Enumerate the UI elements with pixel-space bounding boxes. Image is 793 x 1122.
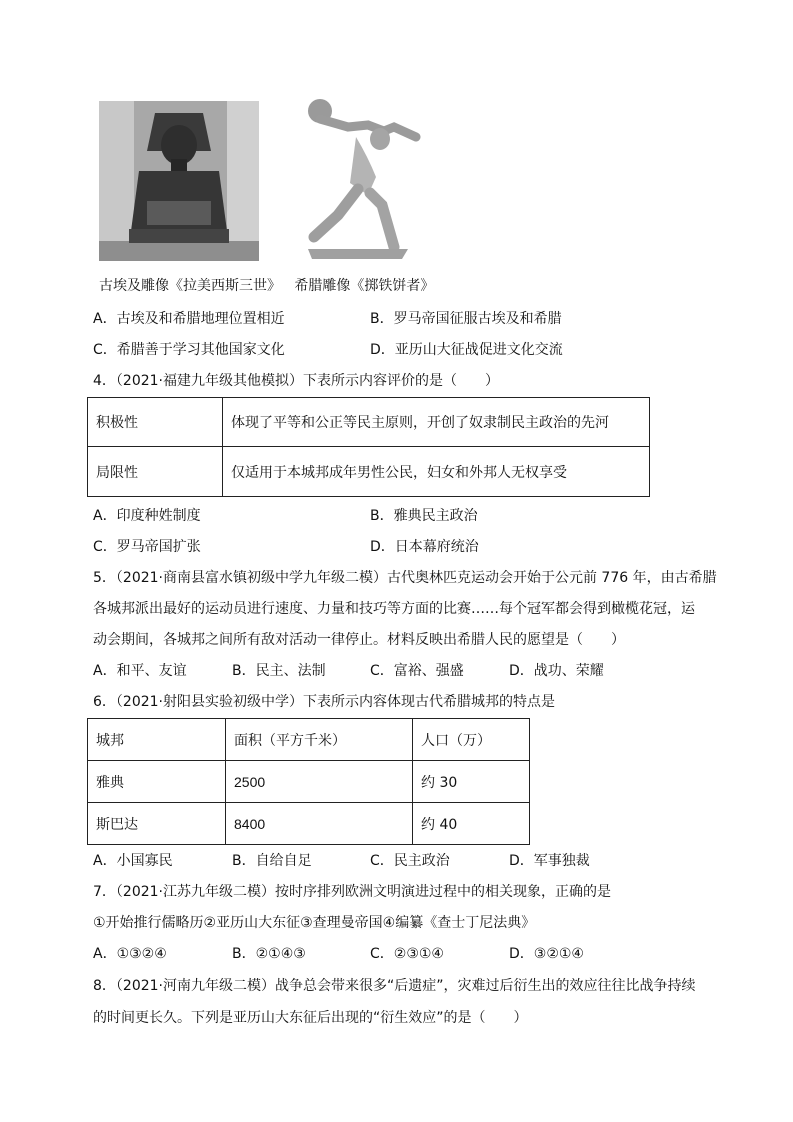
q5-option-c: C．富裕、强盛	[370, 663, 464, 679]
q6-cell-population: 约 30	[413, 761, 530, 803]
q3-option-a: A．古埃及和希腊地理位置相近	[93, 311, 285, 327]
q7-items: ①开始推行儒略历②亚历山大东征③查理曼帝国④编纂《查士丁尼法典》	[93, 915, 536, 931]
q8-line-2: 的时间更长久。下列是亚历山大东征后出现的“衍生效应”的是（ ）	[93, 1010, 528, 1026]
q5-line-1: 5．（2021·商南县富水镇初级中学九年级二模）古代奥林匹克运动会开始于公元前 776 年，由古希腊	[93, 570, 717, 586]
q6-option-b: B．自给自足	[232, 853, 312, 869]
q6-stem: 6．（2021·射阳县实验初级中学）下表所示内容体现古代希腊城邦的特点是	[93, 694, 555, 710]
q4-row1-value: 体现了平等和公正等民主原则，开创了奴隶制民主政治的先河	[223, 398, 650, 447]
q6-cell-area: 2500	[226, 761, 413, 803]
q7-stem: 7．（2021·江苏九年级二模）按时序排列欧洲文明演进过程中的相关现象，正确的是	[93, 884, 611, 900]
q4-table	[87, 397, 650, 497]
q4-row2-key: 局限性	[88, 447, 223, 497]
q8-line-1: 8．（2021·河南九年级二模）战争总会带来很多“后遗症”，灾难过后衍生出的效应往往比战争持续	[93, 978, 696, 994]
q5-line-3: 动会期间，各城邦之间所有敌对活动一律停止。材料反映出希腊人民的愿望是（ ）	[93, 632, 625, 648]
q4-stem: 4．（2021·福建九年级其他模拟）下表所示内容评价的是（ ）	[93, 373, 499, 389]
q6-header-area: 面积（平方千米）	[226, 719, 413, 761]
q6-cell-population: 约 40	[413, 803, 530, 845]
q6-option-c: C．民主政治	[370, 853, 450, 869]
q3-option-c: C．希腊善于学习其他国家文化	[93, 342, 285, 358]
figure-caption: 古埃及雕像《拉美西斯三世》 希腊雕像《掷铁饼者》	[99, 278, 435, 294]
discobolus-statue-image	[298, 97, 428, 262]
q7-option-d: D．③②①④	[509, 946, 584, 962]
q6-table	[87, 718, 530, 845]
q6-cell-city: 雅典	[88, 761, 226, 803]
q4-option-b: B．雅典民主政治	[370, 508, 478, 524]
q4-option-a: A．印度种姓制度	[93, 508, 201, 524]
q3-option-d: D．亚历山大征战促进文化交流	[370, 342, 563, 358]
q5-option-a: A．和平、友谊	[93, 663, 187, 679]
q7-option-a: A．①③②④	[93, 946, 167, 962]
q7-option-b: B．②①④③	[232, 946, 306, 962]
q6-option-a: A．小国寡民	[93, 853, 173, 869]
q4-row1-key: 积极性	[88, 398, 223, 447]
q5-option-b: B．民主、法制	[232, 663, 326, 679]
q6-header-city: 城邦	[88, 719, 226, 761]
q6-header-population: 人口（万）	[413, 719, 530, 761]
q4-option-c: C．罗马帝国扩张	[93, 539, 201, 555]
q5-option-d: D．战功、荣耀	[509, 663, 604, 679]
q5-line-2: 各城邦派出最好的运动员进行速度、力量和技巧等方面的比赛……每个冠军都会得到橄榄花冠，运	[93, 601, 695, 617]
q6-cell-city: 斯巴达	[88, 803, 226, 845]
q6-cell-area: 8400	[226, 803, 413, 845]
q4-row2-value: 仅适用于本城邦成年男性公民，妇女和外邦人无权享受	[223, 447, 650, 497]
q4-option-d: D．日本幕府统治	[370, 539, 479, 555]
ramesses-statue-image	[99, 101, 259, 261]
q7-option-c: C．②③①④	[370, 946, 444, 962]
q3-option-b: B．罗马帝国征服古埃及和希腊	[370, 311, 562, 327]
q6-option-d: D．军事独裁	[509, 853, 590, 869]
